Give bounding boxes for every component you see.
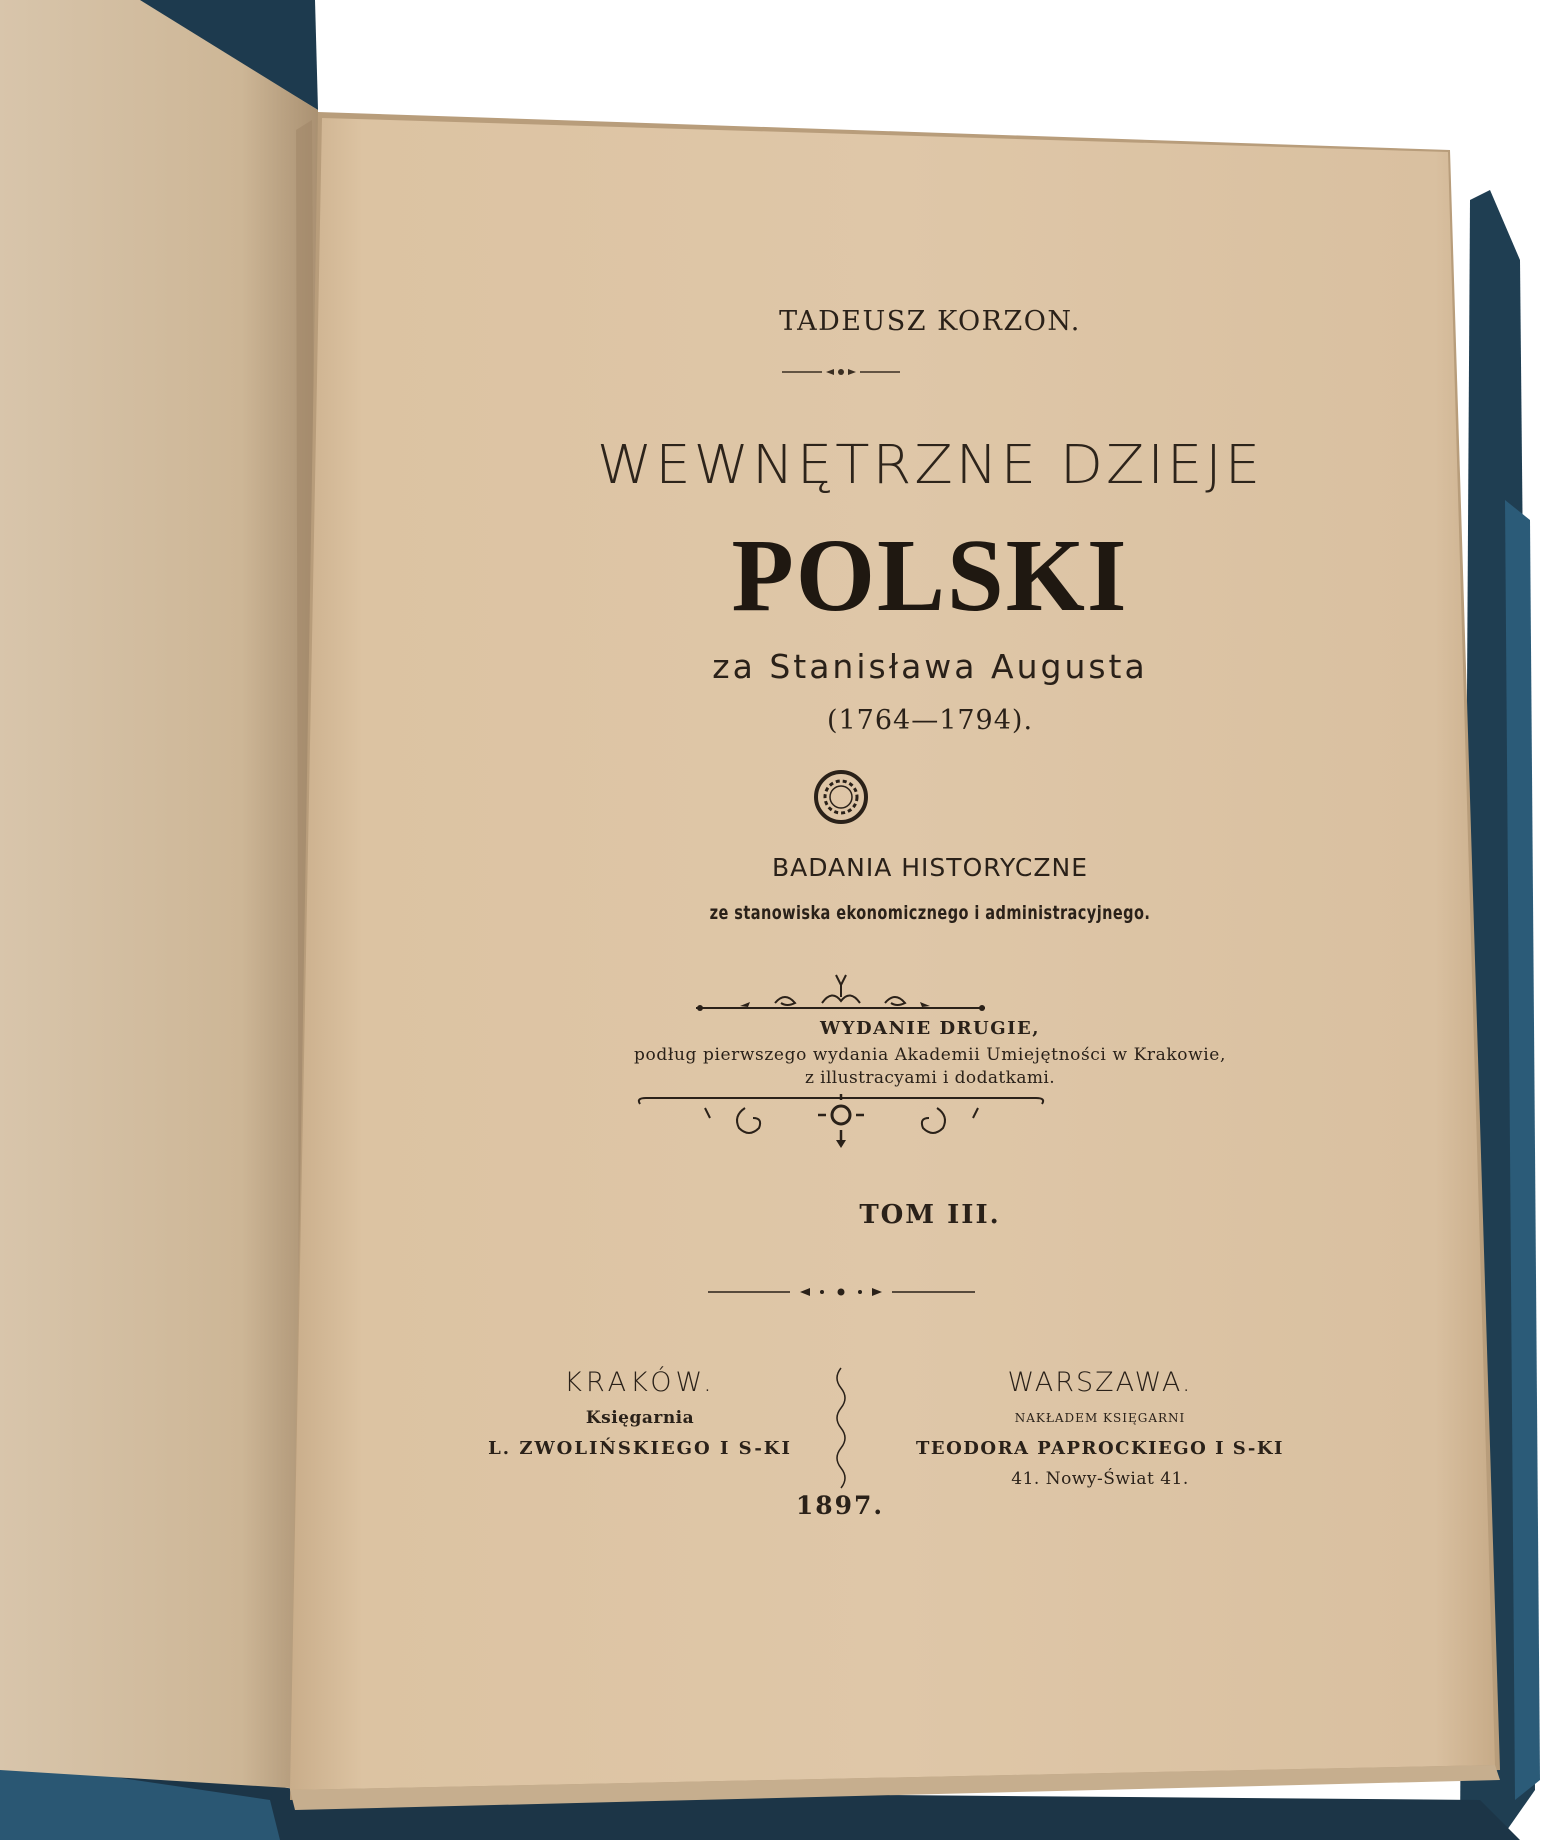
imprint-left-city: KRAKÓW.	[564, 1367, 716, 1398]
edition-line-2: podług pierwszego wydania Akademii Umiejętności w Krakowie,	[634, 1045, 1226, 1065]
imprint-right-city: WARSZAWA.	[1007, 1367, 1193, 1398]
years: (1764—1794).	[826, 705, 1034, 736]
research-heading: BADANIA HISTORYCZNE	[771, 853, 1089, 882]
volume-number: TOM III.	[859, 1200, 1001, 1230]
research-subheading: ze stanowiska ekonomicznego i administracyjnego.	[709, 902, 1151, 924]
title-line-1: WEWNĘTRZNE DZIEJE	[596, 434, 1264, 497]
author-name: TADEUSZ KORZON.	[779, 306, 1081, 337]
imprint-right-address: 41. Nowy-Świat 41.	[1011, 1469, 1189, 1489]
edition-heading: WYDANIE DRUGIE,	[819, 1018, 1041, 1039]
imprint-left-name: L. ZWOLIŃSKIEGO I S-KI	[488, 1438, 792, 1459]
edition-line-3: z illustracyami i dodatkami.	[804, 1068, 1056, 1088]
imprint-left-shop: Księgarnia	[585, 1408, 695, 1428]
title-line-2: POLSKI	[731, 518, 1129, 633]
imprint-right-name: TEODORA PAPROCKIEGO I S-KI	[916, 1438, 1284, 1459]
imprint-right-publisher-note: NAKŁADEM KSIĘGARNI	[1014, 1411, 1186, 1425]
publication-year: 1897.	[795, 1491, 885, 1520]
subtitle: za Stanisława Augusta	[712, 647, 1148, 686]
